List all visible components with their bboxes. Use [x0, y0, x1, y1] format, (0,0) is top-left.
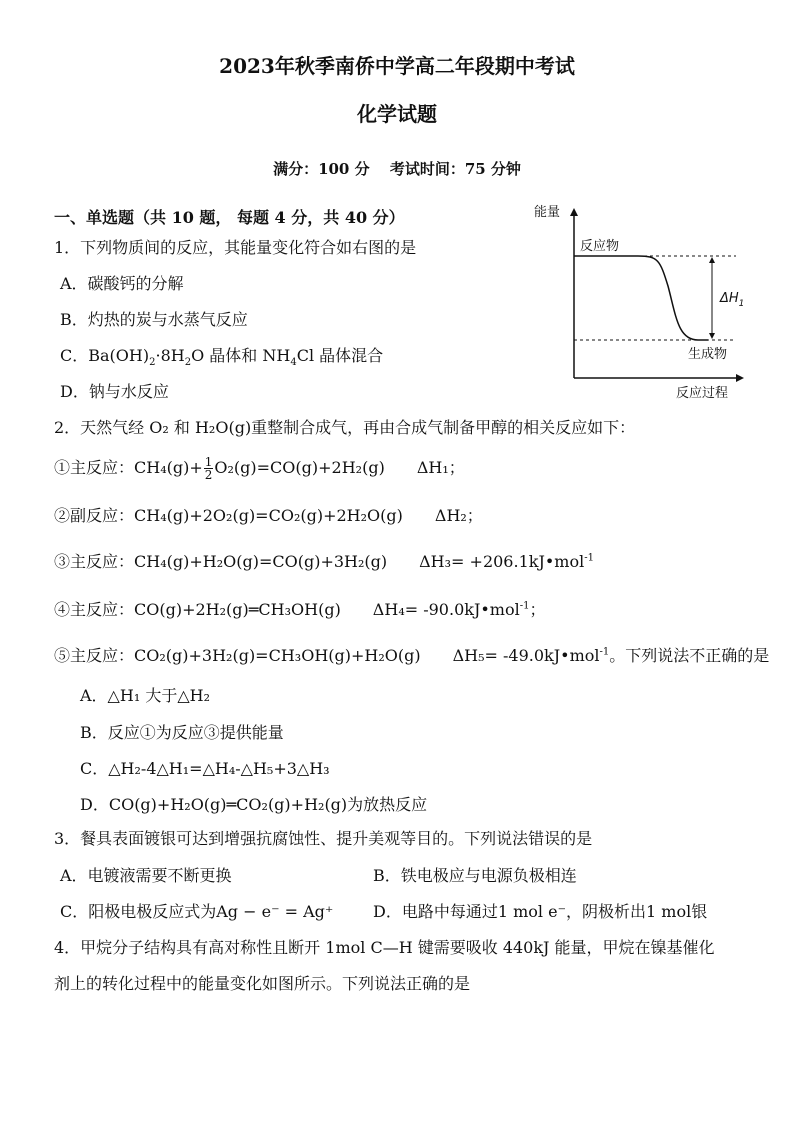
- q3-option-c: C．阳极电极反应式为Ag − e⁻ = Ag⁺: [60, 902, 334, 921]
- y-axis-arrow: [570, 208, 578, 216]
- q2-option-c: C．△H₂-4△H₁=△H₄-△H₅+3△H₃: [80, 759, 330, 778]
- delta-h-label: $\Delta H_1$: [720, 291, 745, 309]
- energy-curve: [574, 256, 708, 340]
- q3-option-d: D．电路中每通过1 mol e⁻，阴极析出1 mol银: [373, 902, 708, 921]
- energy-diagram: [530, 198, 750, 403]
- q1-option-b: B．灼热的炭与水蒸气反应: [60, 310, 248, 329]
- y-axis-label: 能量: [534, 205, 561, 220]
- x-axis-arrow: [736, 374, 744, 382]
- product-label: 生成物: [688, 347, 728, 362]
- q1-stem: 1．下列物质间的反应，其能量变化符合如右图的是: [54, 238, 417, 257]
- exam-title: 2023年秋季南侨中学高二年段期中考试: [219, 54, 575, 78]
- q3-option-a: A．电镀液需要不断更换: [60, 866, 232, 885]
- q2-stem: 2．天然气经 O₂ 和 H₂O(g)重整制合成气，再由合成气制备甲醇的相关反应如下：: [54, 418, 636, 437]
- q2-reaction-2: ②副反应：CH₄(g)+2O₂(g)=CO₂(g)+2H₂O(g) ΔH₂；: [54, 506, 483, 525]
- exam-meta: 满分：100 分 考试时间：75 分钟: [273, 160, 521, 178]
- q1-option-d: D．钠与水反应: [60, 382, 169, 401]
- q2-reaction-3: ③主反应：CH₄(g)+H₂O(g)=CO(g)+3H₂(g) ΔH₃= +206.1kJ•mol$^{-1}$: [54, 552, 594, 571]
- fraction-half: $\frac{1}{2}$: [204, 455, 213, 482]
- x-axis-label: 反应过程: [676, 386, 729, 401]
- q2-reaction-1: ①主反应：CH₄(g)+ $\frac{1}{2}$ O₂(g)=CO(g)+2H₂(g) ΔH₁；: [54, 455, 465, 482]
- q2-option-d: D．CO(g)+H₂O(g)═CO₂(g)+H₂(g)为放热反应: [80, 795, 428, 814]
- q4-stem-line1: 4．甲烷分子结构具有高对称性且断开 1mol C—H 键需要吸收 440kJ 能量，甲烷在镍基催化: [54, 938, 715, 957]
- section-heading: 一、单选题（共 10 题， 每题 4 分，共 40 分）: [54, 208, 405, 227]
- q2-reaction-5: ⑤主反应：CO₂(g)+3H₂(g)=CH₃OH(g)+H₂O(g) ΔH₅= -49.0kJ•mol$^{-1}$。下列说法不正确的是: [54, 646, 770, 665]
- q2-option-a: A．△H₁ 大于△H₂: [80, 686, 210, 705]
- q3-stem: 3．餐具表面镀银可达到增强抗腐蚀性、提升美观等目的。下列说法错误的是: [54, 829, 593, 848]
- q2-reaction-4: ④主反应：CO(g)+2H₂(g)═CH₃OH(g) ΔH₄= -90.0kJ•mol$^{-1}$；: [54, 600, 546, 619]
- reactant-label: 反应物: [580, 239, 620, 254]
- q1-option-a: A．碳酸钙的分解: [60, 274, 184, 293]
- q4-stem-line2: 剂上的转化过程中的能量变化如图所示。下列说法正确的是: [54, 974, 471, 993]
- q3-option-b: B．铁电极应与电源负极相连: [373, 866, 577, 885]
- q2-option-b: B．反应①为反应③提供能量: [80, 723, 284, 742]
- subject-title: 化学试题: [357, 102, 437, 126]
- q1-option-c: C．$Ba(OH)_2\cdot 8H_2O$ 晶体和 $NH_4Cl$ 晶体混合: [60, 346, 384, 369]
